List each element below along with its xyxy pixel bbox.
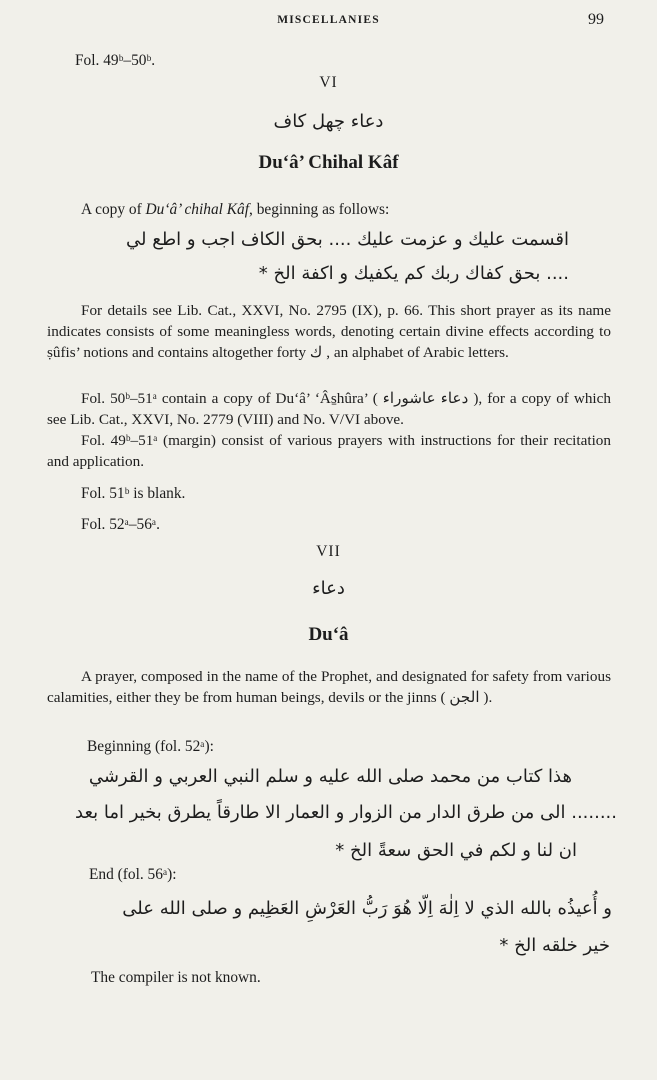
section-title: Du‘â’ Chihal Kâf [258,152,399,173]
paragraph-text: Fol. 50ᵇ–51ᵃ contain a copy of Du‘â’ ‘Âs̱hûra’ ( دعاء عاشوراء ), for a copy of which see Lib. Cat., XXVI, No. 2779 (VIII) and No. V/VI above. [47,390,611,428]
paragraph-text: A prayer, composed in the name of the Prophet, and designated for safety from various calamities, either they be from human beings, devils or the jinns ( الجن ). [47,668,611,706]
body-paragraph [47,430,611,472]
intro-text-end: , beginning as follows: [249,201,390,218]
arabic-quote-line: و أُعيذُه بالله الذي لا اِلٰهَ اِلّا هُوَ رَبُّ العَرْشِ العَظِيم و صلى الله على [122,898,612,919]
section-number: VI [319,74,338,91]
folio-reference: Fol. 49ᵇ–50ᵇ. [75,52,156,69]
section-number: VII [316,543,341,560]
running-title: MISCELLANIES [277,14,380,26]
paragraph-text: Fol. 49ᵇ–51ᵃ (margin) consist of various prayers with instructions for their recitation and application. [47,432,611,470]
arabic-quote-line: هذا كتاب من محمد صلى الله عليه و سلم النبي العربي و القرشي [88,766,572,787]
compiler-note: The compiler is not known. [91,969,261,986]
page-number: 99 [588,11,604,28]
arabic-quote-line: خير خلقه الخ * [499,935,610,956]
arabic-quote-line: .... بحق كفاك ربك كم يكفيك و اكفة الخ * [258,263,569,284]
arabic-title: دعاء چهل کاف [273,111,384,132]
paragraph-text: For details see Lib. Cat., XXVI, No. 2795 (IX), p. 66. This short prayer as its name indicates consists of some meaningless words, denoting certain divine effects according to ṣûfis’ notions and contains altogether forty ك , an alphabet of Arabic letters. [47,302,611,361]
blank-note: Fol. 51ᵇ is blank. [81,485,186,502]
section-title: Du‘â [308,624,349,645]
end-label: End (fol. 56ᵃ): [89,866,177,883]
arabic-quote-line: اقسمت عليك و عزمت عليك .... بحق الكاف اجب و اطع لي [126,229,569,250]
intro-line [81,199,389,220]
arabic-quote-line: ........ الى من طرق الدار من الزوار و العمار الا طارقاً يطرق بخير اما بعد [75,802,617,823]
intro-text: A copy of [81,201,146,218]
body-paragraph [47,300,611,363]
intro-italic-title: Du‘â’ chihal Kâf [145,201,249,218]
beginning-label: Beginning (fol. 52ᵃ): [87,738,214,755]
arabic-title: دعاء [312,578,345,599]
arabic-quote-line: ان لنا و لكم في الحق سعةً الخ * [335,840,577,861]
body-paragraph [47,666,611,708]
body-paragraph [47,388,611,430]
folio-reference: Fol. 52ᵃ–56ᵃ. [81,516,160,533]
